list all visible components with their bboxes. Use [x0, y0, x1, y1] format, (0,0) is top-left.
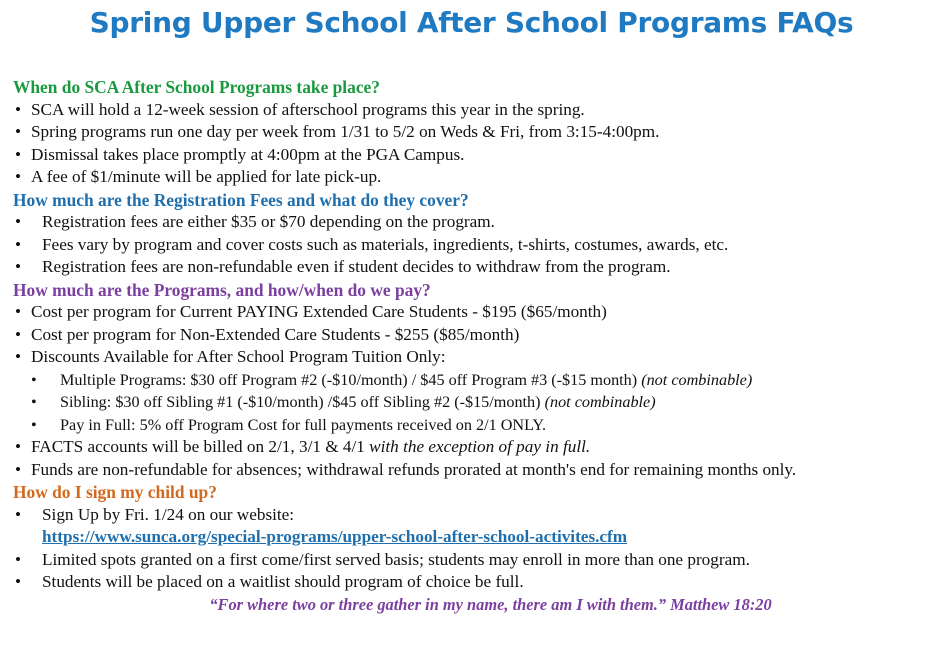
list-item: • Sign Up by Fri. 1/24 on our website: [15, 504, 295, 524]
faq-question-registration-fees: How much are the Registration Fees and what do they cover? [13, 189, 469, 210]
faq-question-schedule: When do SCA After School Programs take place? [13, 77, 380, 97]
list-item: • Registration fees are either $35 or $70 depending on the program. [15, 212, 495, 231]
signup-link[interactable]: https://www.sunca.org/special-programs/upper-school-after-school-activites.cfm [42, 527, 628, 546]
list-item: • Registration fees are non-refundable even if student decides to withdraw from the program. [15, 257, 671, 276]
list-item: • Fees vary by program and cover costs such as materials, ingredients, t-shirts, costumes, awards, etc. [15, 234, 729, 254]
list-item: • SCA will hold a 12-week session of afterschool programs this year in the spring. [15, 99, 585, 119]
list-item: • Limited spots granted on a first come/first served basis; students may enroll in more than one program. [15, 549, 750, 569]
discount-item: • Multiple Programs: $30 off Program #2 (-$10/month) / $45 off Program #3 (-$15 month) (not combinable) [31, 370, 753, 389]
list-item: • Dismissal takes place promptly at 4:00pm at the PGA Campus. [15, 144, 465, 164]
list-item: • A fee of $1/minute will be applied for late pick-up. [15, 167, 382, 186]
discount-item: • Sibling: $30 off Sibling #1 (-$10/month) /$45 off Sibling #2 (-$15/month) (not combinable) [31, 393, 656, 411]
list-item: • Cost per program for Non-Extended Care Students - $255 ($85/month) [15, 324, 520, 344]
list-item: • Spring programs run one day per week from 1/31 to 5/2 on Weds & Fri, from 3:15-4:00pm. [15, 122, 660, 141]
list-item: • FACTS accounts will be billed on 2/1, 3/1 & 4/1 with the exception of pay in full. [15, 437, 591, 456]
list-item: • Discounts Available for After School Program Tuition Only: [15, 347, 446, 366]
faq-question-program-costs: How much are the Programs, and how/when do we pay? [13, 279, 431, 300]
faq-content [13, 76, 938, 616]
page-title: Spring Upper School After School Programs FAQs [89, 6, 854, 39]
list-item: • Funds are non-refundable for absences; withdrawal refunds prorated at month's end for remaining months only. [15, 459, 797, 479]
discount-item: • Pay in Full: 5% off Program Cost for full payments received on 2/1 ONLY. [31, 415, 547, 434]
faq-question-signup: How do I sign my child up? [13, 482, 217, 502]
list-item: • Students will be placed on a waitlist should program of choice be full. [15, 572, 524, 591]
list-item: • Cost per program for Current PAYING Extended Care Students - $195 ($65/month) [15, 302, 607, 321]
scripture-quote: “For where two or three gather in my name, there am I with them.” Matthew 18:20 [209, 594, 772, 614]
